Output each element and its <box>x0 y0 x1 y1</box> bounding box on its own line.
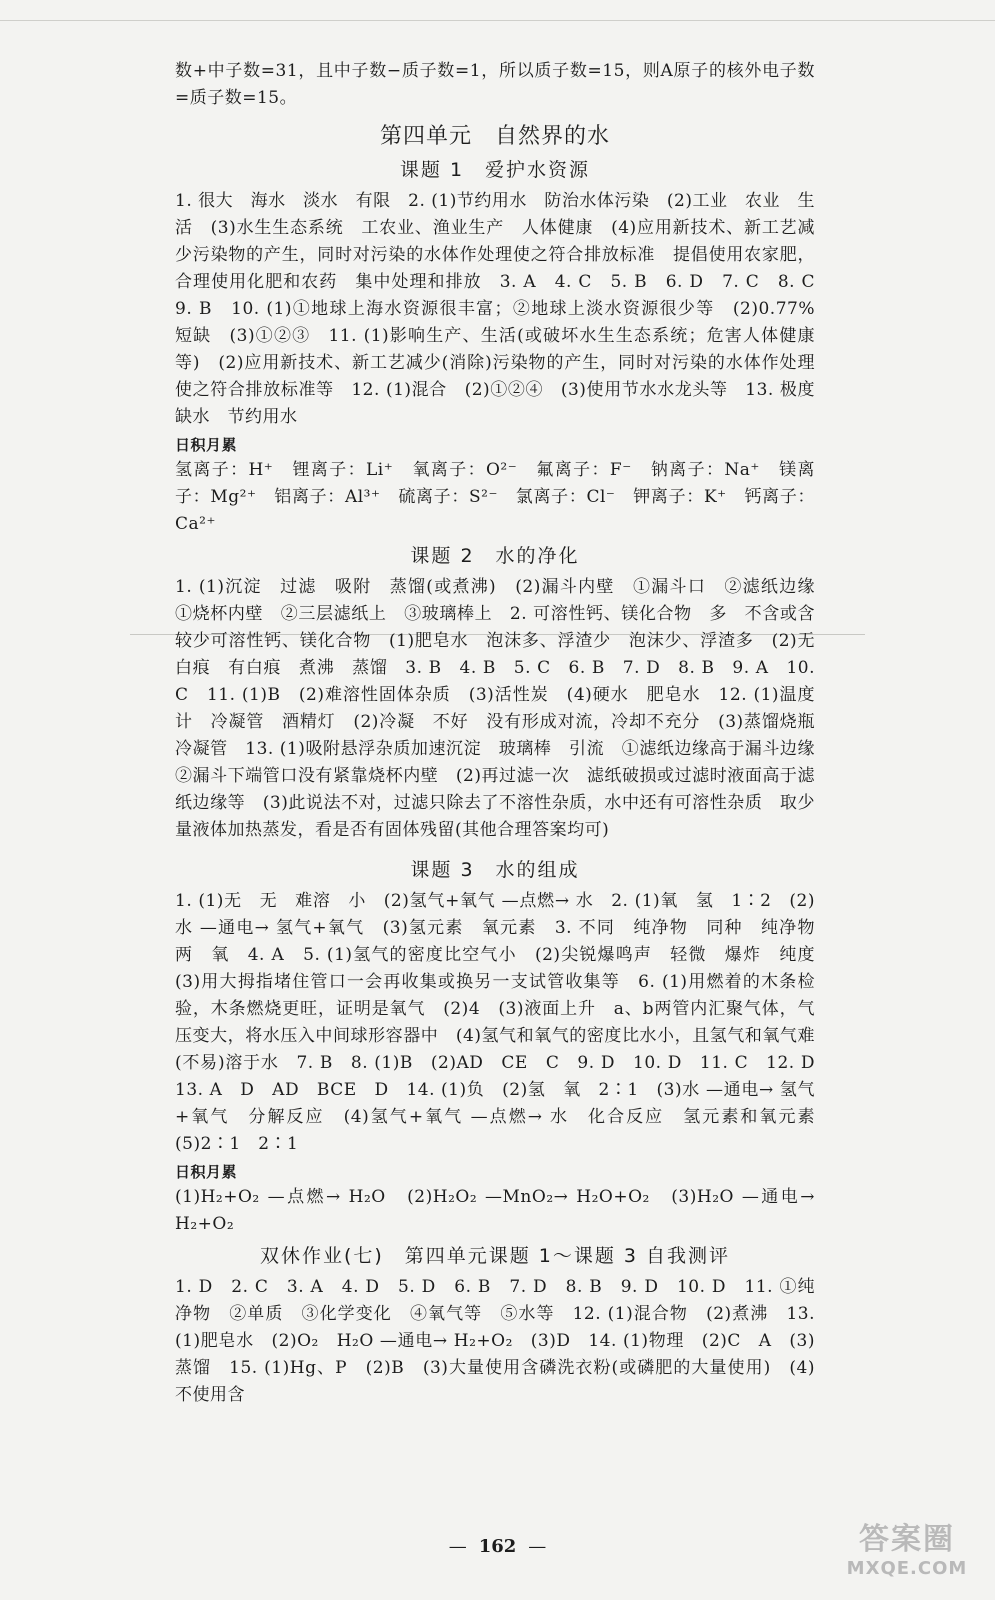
topic1-answers: 1. 很大 海水 淡水 有限 2. (1)节约用水 防治水体污染 (2)工业 农业 生活 (3)水生生态系统 工农业、渔业生产 人体健康 (4)应用新技术、新工艺减少污染物的产生，同时对污染的水体作处理使之符合排放标准 提倡使用农家肥，合理使用化肥和农药 集中处理和排放 3. A 4. C 5. B 6. D 7. C 8. C 9. B 10. (1)①地球上海水资源很丰富；②地球上淡水资源很少等 (2)0.77% 短缺 (3)①②③ 11. (1)影响生产、生活(或破坏水生生态系统；危害人体健康等) (2)应用新技术、新工艺减少(消除)污染物的产生，同时对污染的水体作处理使之符合排放标准等 12. (1)混合 (2)①②④ (3)使用节水水龙头等 13. 极度缺水 节约用水 <box>175 191 833 427</box>
weekend-answers: 1. D 2. C 3. A 4. D 5. D 6. B 7. D 8. B 9. D 10. D 11. ①纯净物 ②单质 ③化学变化 ④氧气等 ⑤水等 12. (1)混合物 (2)煮沸 13. (1)肥皂水 (2)O₂ H₂O —通电→ H₂+O₂ (3)D 14. (1)物理 (2)C A (3)蒸馏 15. (1)Hg、P (2)B (3)大量使用含磷洗衣粉(或磷肥的大量使用) (4)不使用含 <box>175 1277 815 1405</box>
topic2-title: 课题 2 水的净化 <box>410 545 580 567</box>
topic3-title: 课题 3 水的组成 <box>410 859 580 881</box>
topic3-answers: 1. (1)无 无 难溶 小 (2)氢气+氧气 —点燃→ 水 2. (1)氧 氢 1∶2 (2)水 —通电→ 氢气+氧气 (3)氢元素 氧元素 3. 不同 纯净物 同种 纯净物 两 氧 4. A 5. (1)氢气的密度比空气小 (2)尖锐爆鸣声 轻微 爆炸 纯度 (3)用大拇指堵住管口一会再收集或换另一支试管收集等 6. (1)用燃着的木条检验，木条燃烧更旺，证明是氧气 (2)4 (3)液面上升 a、b两管内汇聚气体，气压变大，将水压入中间球形容器中 (4)氢气和氧气的密度比水小，且氢气和氧气难(不易)溶于水 7. B 8. (1)B (2)AD CE C 9. D 10. D 11. C 12. D 13. A D AD BCE D 14. (1)负 (2)氢 氧 2∶1 (3)水 —通电→ 氢气+氧气 分解反应 (4)氢气+氧气 —点燃→ 水 化合反应 氢元素和氧元素 (5)2∶1 2∶1 <box>175 891 833 1154</box>
top-border-line <box>0 20 995 21</box>
equations-list: (1)H₂+O₂ —点燃→ H₂O (2)H₂O₂ —MnO₂→ H₂O+O₂ (3)H₂O —通电→ H₂+O₂ <box>175 1187 815 1234</box>
topic2-answers: 1. (1)沉淀 过滤 吸附 蒸馏(或煮沸) (2)漏斗内壁 ①漏斗口 ②滤纸边缘 ①烧杯内壁 ②三层滤纸上 ③玻璃棒上 2. 可溶性钙、镁化合物 多 不含或含较少可溶性钙、镁化合物 (1)肥皂水 泡沫多、浮渣少 泡沫少、浮渣多 (2)无白痕 有白痕 煮沸 蒸馏 3. B 4. B 5. C 6. B 7. D 8. B 9. A 10. C 11. (1)B (2)难溶性固体杂质 (3)活性炭 (4)硬水 肥皂水 12. (1)温度计 冷凝管 酒精灯 (2)冷凝 不好 没有形成对流，冷却不充分 (3)蒸馏烧瓶 冷凝管 13. (1)吸附悬浮杂质加速沉淀 玻璃棒 引流 ①滤纸边缘高于漏斗边缘 ②漏斗下端管口没有紧靠烧杯内壁 (2)再过滤一次 滤纸破损或过滤时液面高于滤纸边缘等 (3)此说法不对，过滤只除去了不溶性杂质，水中还有可溶性杂质 取少量液体加热蒸发，看是否有固体残留(其他合理答案均可) <box>175 577 833 840</box>
watermark-text-en: MXQE.COM <box>846 1558 968 1579</box>
page-number-value: 162 <box>478 1536 517 1557</box>
topic1-title: 课题 1 爱护水资源 <box>399 159 591 181</box>
section-label-daily-2: 日积月累 <box>175 1163 238 1181</box>
ions-list: 氢离子：H⁺ 锂离子：Li⁺ 氧离子：O²⁻ 氟离子：F⁻ 钠离子：Na⁺ 镁离子：Mg²⁺ 铝离子：Al³⁺ 硫离子：S²⁻ 氯离子：Cl⁻ 钾离子：K⁺ 钙离子：Ca²⁺ <box>175 460 815 534</box>
watermark-text-cn: 答案圈 <box>859 1522 955 1557</box>
watermark-logo <box>837 1522 977 1586</box>
section-label-daily: 日积月累 <box>175 436 238 454</box>
weekend-homework-title: 双休作业(七) 第四单元课题 1～课题 3 自我测评 <box>259 1245 731 1267</box>
page-number: — 162 — <box>448 1536 547 1557</box>
page-content <box>175 58 833 1409</box>
intro-continuation: 数+中子数=31，且中子数−质子数=1，所以质子数=15，则A原子的核外电子数=质子数=15。 <box>175 61 815 108</box>
unit-title: 第四单元 自然界的水 <box>379 124 610 149</box>
